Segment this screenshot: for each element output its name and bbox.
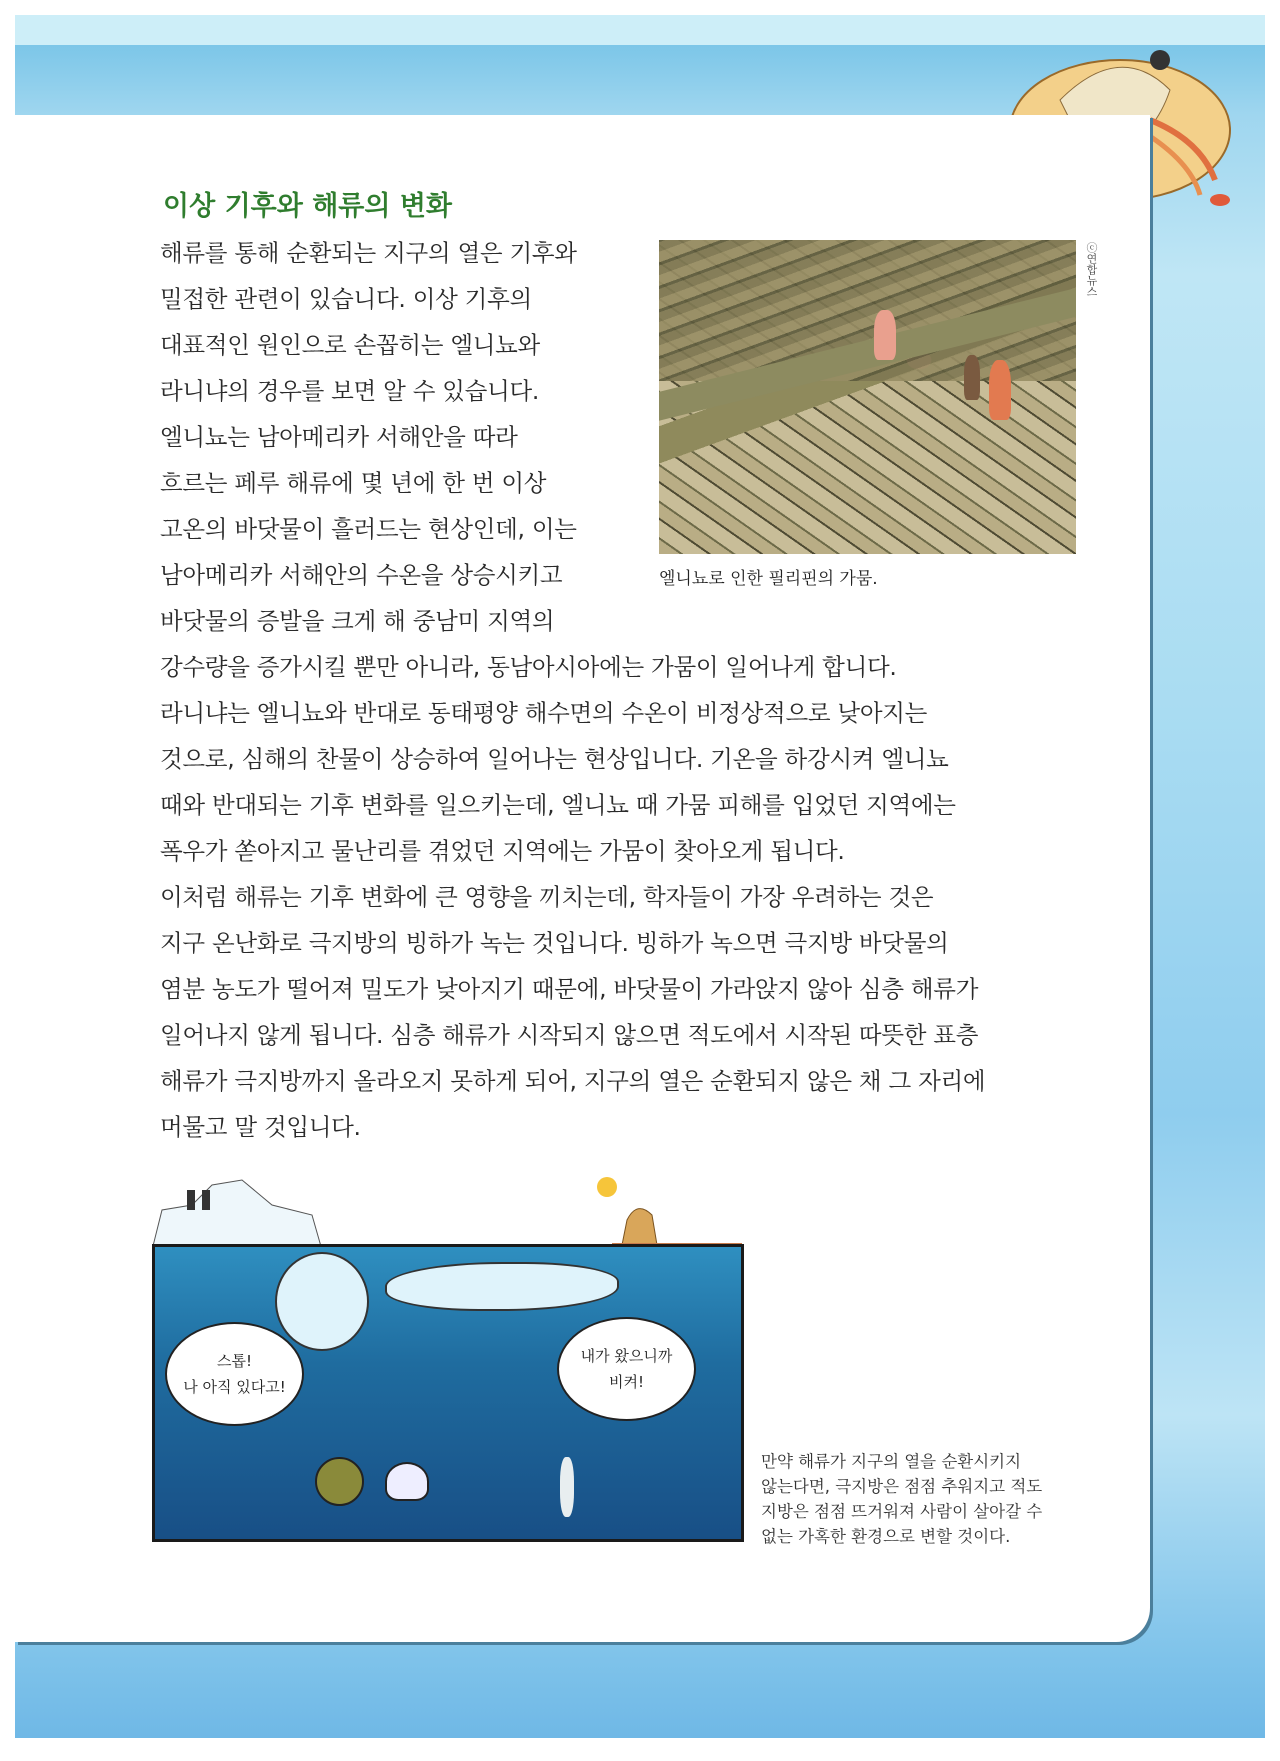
speech-bubble-left: [165, 1322, 304, 1426]
text-line: 때와 반대되는 기후 변화를 일으키는데, 엘니뇨 때 가뭄 피해를 입었던 지역에는: [160, 791, 956, 819]
caption-line: 지방은 점점 뜨거워져 사람이 살아갈 수: [761, 1502, 1043, 1521]
photo-child: [989, 360, 1011, 420]
squid-character: [385, 1462, 429, 1501]
body-text-intro: [160, 230, 630, 644]
text-line: 폭우가 쏟아지고 물난리를 겪었던 지역에는 가뭄이 찾아오게 됩니다.: [160, 837, 845, 865]
warm-current-character: [385, 1262, 619, 1311]
text-line: 남아메리카 서해안의 수온을 상승시키고: [160, 561, 563, 589]
text-line: 해류가 극지방까지 올라오지 못하게 되어, 지구의 열은 순환되지 않은 채 그 자리에: [160, 1067, 986, 1095]
text-line: 고온의 바닷물이 흘러드는 현상인데, 이는: [160, 515, 577, 543]
photo-child: [874, 310, 896, 360]
comic-land-scenery: [152, 1175, 752, 1250]
text-line: 라니냐의 경우를 보면 알 수 있습니다.: [160, 377, 540, 405]
cold-current-character: [275, 1252, 369, 1351]
drought-photo: [659, 240, 1076, 554]
text-line: 라니냐는 엘니뇨와 반대로 동태평양 해수면의 수온이 비정상적으로 낮아지는: [160, 699, 928, 727]
photo-child: [964, 355, 980, 400]
text-line: 바닷물의 증발을 크게 해 중남미 지역의: [160, 607, 555, 635]
caption-line: 없는 가혹한 환경으로 변할 것이다.: [761, 1527, 1011, 1546]
speech-text: 비켜!: [609, 1373, 644, 1391]
anglerfish-character: [315, 1457, 364, 1506]
body-text-main: [160, 644, 1080, 1150]
comic-panel: [152, 1244, 744, 1542]
text-line: 강수량을 증가시킬 뿐만 아니라, 동남아시아에는 가뭄이 일어나게 합니다.: [160, 653, 897, 681]
photo-credit: ⓒ연합뉴스: [1085, 242, 1098, 297]
text-line: 머물고 말 것입니다.: [160, 1113, 361, 1141]
text-line: 염분 농도가 떨어져 밀도가 낮아지기 때문에, 바닷물이 가라앉지 않아 심층 해류가: [160, 975, 979, 1003]
text-line: 것으로, 심해의 찬물이 상승하여 일어나는 현상입니다. 기온을 하강시켜 엘니뇨: [160, 745, 949, 773]
text-line: 지구 온난화로 극지방의 빙하가 녹는 것입니다. 빙하가 녹으면 극지방 바닷물의: [160, 929, 949, 957]
speech-text: 스톱!: [217, 1352, 252, 1370]
text-line: 대표적인 원인으로 손꼽히는 엘니뇨와: [160, 331, 540, 359]
speech-bubble-right: [557, 1317, 696, 1421]
text-line: 흐르는 페루 해류에 몇 년에 한 번 이상: [160, 469, 547, 497]
text-line: 엘니뇨는 남아메리카 서해안을 따라: [160, 423, 518, 451]
text-line: 일어나지 않게 됩니다. 심층 해류가 시작되지 않으면 적도에서 시작된 따뜻한 표층: [160, 1021, 979, 1049]
caption-line: 만약 해류가 지구의 열을 순환시키지: [761, 1452, 1022, 1471]
text-line: 해류를 통해 순환되는 지구의 열은 기후와: [160, 239, 577, 267]
speech-text: 내가 왔으니까: [580, 1347, 673, 1365]
section-title: 이상 기후와 해류의 변화: [163, 191, 453, 222]
photo-caption: 엘니뇨로 인한 필리핀의 가뭄.: [659, 569, 878, 589]
caption-line: 않는다면, 극지방은 점점 추워지고 적도: [761, 1477, 1043, 1496]
comic-caption: [761, 1449, 1091, 1549]
speech-text: 나 아직 있다고!: [183, 1378, 286, 1396]
vent-plume: [560, 1457, 574, 1517]
text-line: 밀접한 관련이 있습니다. 이상 기후의: [160, 285, 532, 313]
text-line: 이처럼 해류는 기후 변화에 큰 영향을 끼치는데, 학자들이 가장 우려하는 것은: [160, 883, 934, 911]
